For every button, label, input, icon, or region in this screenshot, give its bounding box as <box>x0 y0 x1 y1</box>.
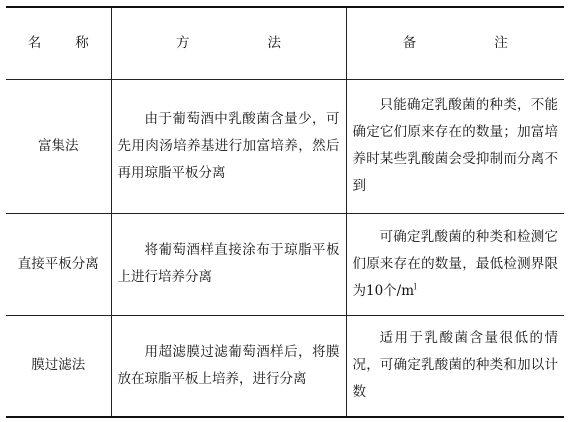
row-method-cell: 用超滤膜过滤葡萄酒样后，将膜放在琼脂平板上培养，进行分离 <box>111 315 346 417</box>
methods-table <box>6 6 564 418</box>
unit-superscript: l <box>414 282 417 292</box>
header-note: 备 注 <box>346 7 564 79</box>
row-note-text: 可确定乳酸菌的种类和检测它们原来存在的数量，最低检测界限为10个/m <box>352 228 558 299</box>
row-name-cell: 膜过滤法 <box>6 315 111 417</box>
header-name: 名 称 <box>6 7 111 79</box>
table-row <box>6 79 564 214</box>
row-method-cell: 将葡萄酒样直接涂布于琼脂平板上进行培养分离 <box>111 214 346 315</box>
row-note-cell: 适用于乳酸菌含量很低的情况，可确定乳酸菌的种类和加以计数 <box>346 315 564 417</box>
table-row <box>6 315 564 417</box>
row-note-cell <box>346 214 564 315</box>
header-row <box>6 7 564 79</box>
table-row <box>6 214 564 315</box>
header-method: 方 法 <box>111 7 346 79</box>
row-name-cell: 富集法 <box>6 79 111 214</box>
row-name-cell: 直接平板分离 <box>6 214 111 315</box>
row-note-cell: 只能确定乳酸菌的种类，不能确定它们原来存在的数量；加富培养时某些乳酸菌会受抑制而分离不到 <box>346 79 564 214</box>
row-method-cell: 由于葡萄酒中乳酸菌含量少，可先用肉汤培养基进行加富培养，然后再用琼脂平板分离 <box>111 79 346 214</box>
